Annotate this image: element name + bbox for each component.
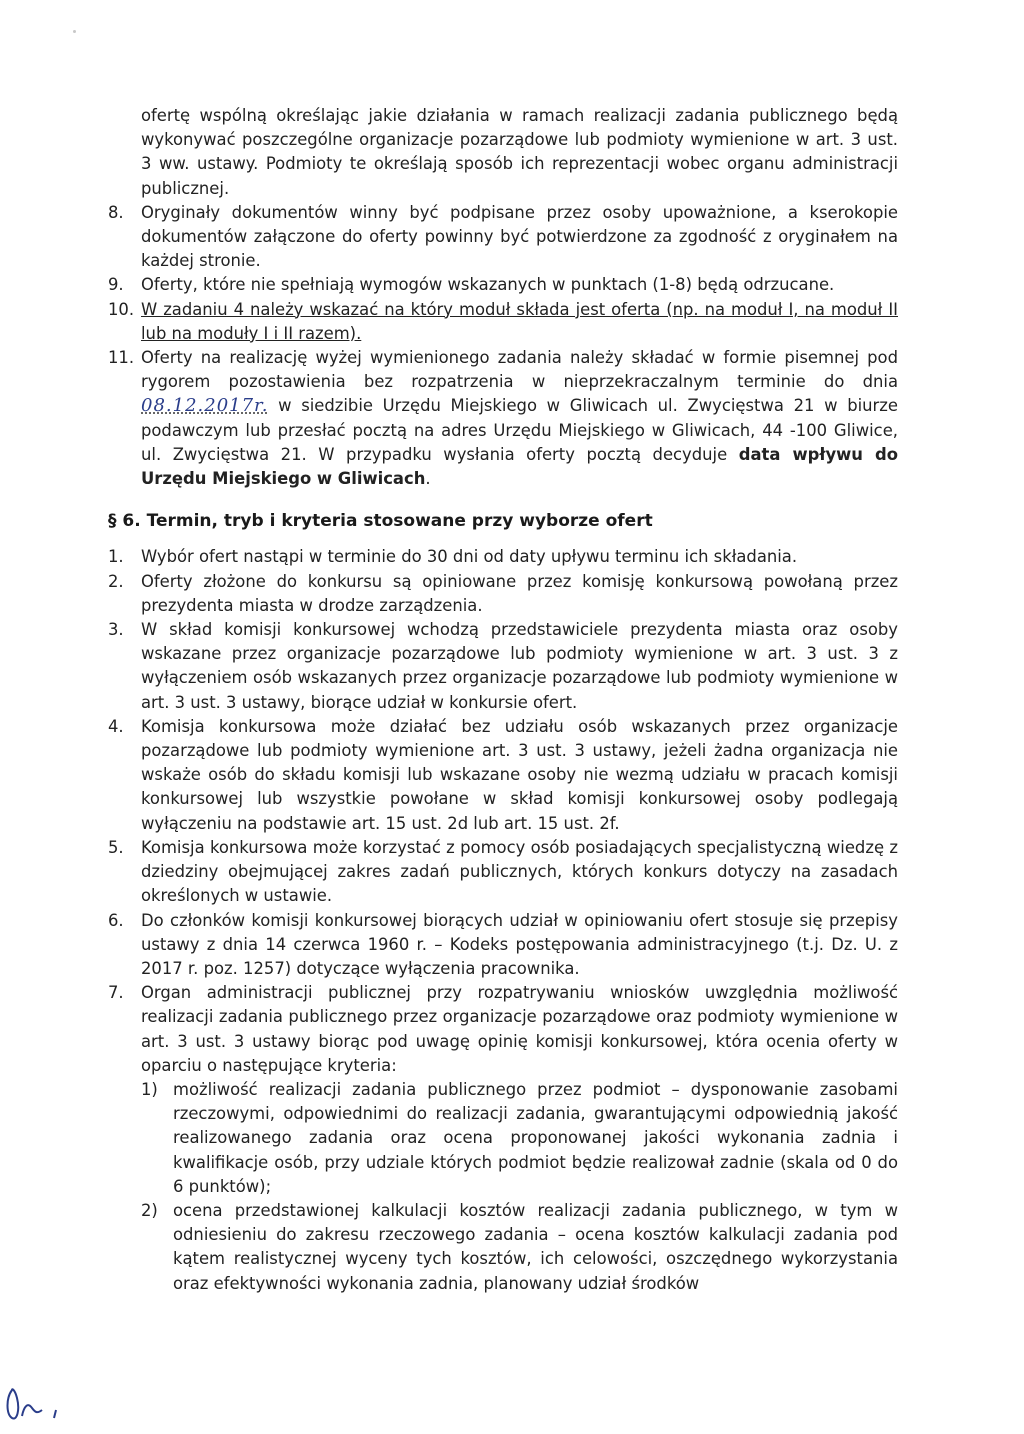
signature-initials [4, 1384, 74, 1424]
item-text-end: . [425, 469, 431, 489]
continuation-paragraph: ofertę wspólną określając jakie działania w ramach realizacji zadania publicznego będą wykonywać poszczególne organizacje pozarządowe lub podmioty wymienione w art. 3 ust. 3 ww. ustawy. Podmioty te określają sposób ich reprezentacji wobec organu administracji publicznej. [141, 106, 898, 198]
item-text-continued: w siedzibie Urzędu Miejskiego w Gliwicach ul. Zwycięstwa 21 w biurze podawczym lub przesłać pocztą na adres Urzędu Miejskiego w Gliwicach, 44 -100 Gliwice, ul. Zwycięstwa 21. W przypadku wysłania oferty pocztą decyduje [141, 396, 898, 464]
item-number: 7. [108, 983, 124, 1003]
item-text: Organ administracji publicznej przy rozpatrywaniu wniosków uwzględnia możliwość realizacji zadania publicznego przez organizacje pozarządowe oraz podmioty wymienione w art. 3 ust. 3 ustawy biorąc pod uwagę opinię komisji konkursowej, która ocenia oferty w oparciu o następujące kryteria: [141, 983, 898, 1075]
list-item [108, 201, 898, 274]
item-text: Komisja konkursowa może korzystać z pomocy osób posiadających specjalistyczną wiedzę z dziedziny obejmującej zakres zadań publicznych, których konkurs dotyczy na zasadach określonych w ustawie. [141, 837, 898, 906]
criteria-item [141, 1199, 898, 1296]
list-item [108, 298, 898, 346]
list-section5 [108, 201, 898, 491]
list-item [108, 836, 898, 909]
item-text: W skład komisji konkursowej wchodzą przedstawiciele prezydenta miasta oraz osoby wskazane przez organizacje pozarządowe lub podmioty wymienione w art. 3 ust. 3 z wyłączeniem osób wskazanych przez organizacje pozarządowe lub podmioty wymienione w art. 3 ust. 3 ustawy, biorące udział w konkursie ofert. [141, 620, 898, 712]
item-text: Wybór ofert nastąpi w terminie do 30 dni od daty upływu terminu ich składania. [141, 547, 798, 567]
scan-artifact [73, 30, 76, 33]
list-item [108, 981, 898, 1296]
item-number: 11. [108, 348, 135, 368]
item-number: 10. [108, 299, 135, 319]
item-number: 2. [108, 571, 124, 591]
item-number: 1. [108, 547, 124, 567]
item-text: Oferty na realizację wyżej wymienionego zadania należy składać w formie pisemnej pod rygorem pozostawienia bez rozpatrzenia w nieprzekraczalnym terminie do dnia [141, 348, 898, 392]
item-number: 6. [108, 910, 124, 930]
item-text: Oryginały dokumentów winny być podpisane przez osoby upoważnione, a kserokopie dokumentów załączone do oferty powinny być potwierdzone za zgodność z oryginałem na każdej stronie. [141, 202, 898, 271]
item-text: Oferty złożone do konkursu są opiniowane przez komisję konkursową powołaną przez prezydenta miasta w drodze zarządzenia. [141, 571, 898, 615]
item-number: 8. [108, 202, 124, 222]
item-text: Komisja konkursowa może działać bez udziału osób wskazanych przez organizacje pozarządowe lub podmioty wymienione art. 3 ust. 3 ustawy, jeżeli żadna organizacja nie wskaże osób do składu komisji lub wskazane osoby nie wezmą udziału w pracach komisji konkursowej lub wszystkie powołane w skład komisji konkursowej osoby podlegają wyłączeniu na podstawie art. 15 ust. 2d lub art. 15 ust. 2f. [141, 716, 898, 833]
item-number: 9. [108, 275, 124, 295]
list-item-deadline [108, 346, 898, 491]
item-number: 4. [108, 716, 124, 736]
list-item [108, 618, 898, 715]
list-item [108, 570, 898, 618]
list-item [108, 273, 898, 297]
list-section6 [108, 545, 898, 1295]
item-number: 5. [108, 837, 124, 857]
item-text: Do członków komisji konkursowej biorących udział w opiniowaniu ofert stosuje się przepisy ustawy z dnia 14 czerwca 1960 r. – Kodeks postępowania administracyjnego (t.j. Dz. U. z 2017 r. poz. 1257) dotyczące wyłączenia pracownika. [141, 910, 898, 978]
item-text-underlined: W zadaniu 4 należy wskazać na który moduł składa jest oferta (np. na moduł I, na moduł II lub na moduły I i II razem). [141, 299, 898, 343]
list-item [108, 545, 898, 569]
list-item [108, 715, 898, 836]
handwritten-date: 08.12.2017r. [141, 395, 269, 417]
criteria-number: 1) [141, 1079, 158, 1099]
criteria-item [141, 1078, 898, 1199]
section-heading: § 6. Termin, tryb i kryteria stosowane przy wyborze ofert [108, 511, 653, 532]
criteria-list [141, 1078, 898, 1296]
item-number: 3. [108, 620, 124, 640]
bold-text: data wpływu do Urzędu Miejskiego w Gliwicach [141, 444, 898, 489]
criteria-text: możliwość realizacji zadania publicznego przez podmiot – dysponowanie zasobami rzeczowymi, odpowiednimi do realizacji zadania, gwarantującymi odpowiednią jakość realizowanego zadania oraz ocena proponowanej jakości wykonania zadnia i kwalifikacje osób, przy udziale których podmiot będzie realizował zadnie (skala od 0 do 6 punktów); [173, 1079, 898, 1196]
criteria-text: ocena przedstawionej kalkulacji kosztów realizacji zadania publicznego, w tym w odniesieniu do zakresu rzeczowego zadania – ocena kosztów kalkulacji zadania pod kątem realistycznej wyceny tych kosztów, ich celowości, oszczędnego wykorzystania oraz efektywności wykonania zadnia, planowany udział środków [173, 1200, 898, 1293]
list-item [108, 909, 898, 982]
document-body [108, 104, 898, 1296]
criteria-number: 2) [141, 1200, 158, 1220]
item-text: Oferty, które nie spełniają wymogów wskazanych w punktach (1-8) będą odrzucane. [141, 275, 835, 295]
